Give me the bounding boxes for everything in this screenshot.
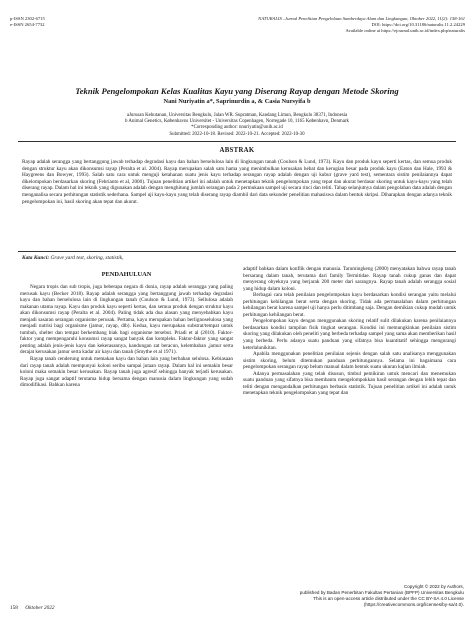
page-number: 158 — [10, 605, 18, 611]
doi-link[interactable]: DOI: https://doi.org/10.31186/naturalis.11.2.24229 — [371, 22, 465, 27]
left-column — [20, 271, 233, 389]
divider-abstract — [18, 251, 456, 252]
copyright-line-3: This is an open-access article distributed under the CC BY-SA 4.0 License — [313, 596, 464, 601]
right-paragraph-3: Pengelompokan kayu dengan menggunakan skoring relatif sulit dilakukan karena penilaiannya berdasarkan kondisi tampilan fisik tingkat serangan. Kondisi ini memungkinkan penilaian sistim skoring yang dilakukan oleh peneliti yang berbeda terhadap sampel yang sama akan memberikan hasil yang berbeda. Perlu adanya suatu panduan yang sifatnya bisa kuantitatif sehingga mengurangi keterlalunikitan. — [243, 318, 456, 351]
journal-header — [155, 16, 465, 34]
corresponding-author: *Corresponding author: nnuriyatin@unib.ac.id — [191, 125, 283, 131]
section-title: PENDAHULUAN — [101, 271, 152, 278]
copyright-line-1: Copyright © 2022 by Authors, — [403, 584, 464, 589]
issn-print: p-ISSN 2302-6715 — [10, 16, 45, 21]
available-online[interactable]: Available online at https://ejournal.unib.ac.id/index.php/naturalis — [345, 28, 465, 33]
article-dates: Submitted: 2022-10-18. Revised: 2022-10-21. Accepted: 2022-10-30 — [169, 131, 305, 137]
copyright-line-2: published by Badan Penerbitan Fakultas Pertanian (BPFP) Universitas Bengkulu — [299, 590, 464, 595]
right-paragraph-1: adaptif bahkan dalam konflik dengan manusia. Tarumingkeng (2000) menyatakan bahwa rayap tanah bersarang dalam tanah, terutama dari family Termitidae. Rayap tanah cukup ganas dan dapat menyerang obyeknya yang berjarak 200 meter dari sarangnya. Rayap tanah adalah serangga sosial yang hidup dalam koloni. — [243, 266, 456, 292]
divider-top — [18, 141, 456, 142]
affiliations — [50, 113, 424, 138]
left-paragraph-2: Rayap tanah cenderung untuk memakan kayu dan bahan lain yang berbahan selulosa. Kebiasaan dari rayap tanah adalah mempunyai koloni seribu sampai jutaan rayap. Dalam hal ini semakin besar koloni maka semakin besar kerusakan. Rayap tanah juga agresif sehingga banyak terjadi kerusakan. Rayap juga sangat adaptif terutama hidup bersama dengan manusia dalam lingkungan yang sudah dimodifikasi. Bahkan karena — [20, 356, 233, 389]
issn-block — [10, 16, 150, 28]
right-paragraph-5: Adanya permasalahan yang telah disusun, timbul pemikiran untuk mencari dan menemukan suatu panduan yang sifatnya bisa membantu mengelompokkan hasil serangan dengan lebih tepat dan teliti dengan mengandalkan perhitungan berbasis statistik. Tujuan penelitian artikel ini adalah untuk menetapkan teknik pengelompokan yang tepat dan — [243, 370, 456, 397]
abstract-heading: ABSTRAK — [219, 147, 255, 154]
issue-month: Oktober 2022 — [25, 605, 55, 611]
keywords-label: Kata Kunci: — [22, 255, 50, 261]
page-footer — [10, 605, 55, 611]
issn-online: e-ISSN 2654-7732 — [10, 22, 45, 27]
right-paragraph-4: Apabila menggunakan penelitian penilaian sejenis dengan salah satu analisanya menggunakan sistim skoring, belum ditemukan panduan perhitungannya. Selama ini bagaimana cara pengelompokan serangan rayap belum manual dalam bentuk suatu ukuran kajian ilmiah. — [243, 351, 456, 371]
affiliation-a: aJurusan Kehutanan, Universitas Bengkulu, Jalan WR. Supratman, Kandang Limun, Bengkulu 38371, Indonesia — [126, 113, 348, 118]
abstract-text: Rayap adalah serangga yang bertanggung jawab terhadap degradasi kayu dan bahan berselulosa lain di lingkungan tanah (Coulson & Lund, 1973). Kayu dan produk kayu seperti kertas, dan semua produk dengan struktur kayu akan dikonsumsi rayap (Peralta et al. 2004). Rayap merupakan salah satu hama yang menimbulkan kerusakan hebat dan kerugian besar pada produk kayu (Eaton dan Hale, 1993 & Haygreens dan Bowyer, 1993). Salah satu cara untuk menguji ketahanan suatu jenis kayu terhadap serangan rayap adalah dengan uji kubur (grave yard test), sementara sistim penilaiannya dapat dikelompokan berdasarkan skoring (Febrianto et al, 2000). Tujuan penelitian artikel ini adalah untuk menetapkan teknik pengelompokan yang tepat dan akurat berdasar skoring untuk kayu-kayu yang telah diserang rayap. Dalam hal ini teknik yang digunakan adalah dengan menghitung jumlah serangan pada 2 permukaan sampel uji secara rinci dan teliti. Tahap selanjutnya dalam pengolahan data adalah dengan menganalisa secara perhitungan statistik sederhana. Sampel uji kayu-kayu yang telah diserang rayap diambil dari data sekunder penelitian mahasiswa dalam bentuk skripsi. Diharapkan dengan adanya teknik pengelompokan ini, hasil skoring akan tepat dan akurat. — [22, 159, 452, 205]
keywords-value: Grave yard test, skoring, statistik, — [50, 255, 124, 261]
article-authors: Nani Nuriyatin a*, Saprinurdin a, & Casia Nursyifa b — [163, 98, 311, 105]
affiliation-b: b Animal Genetics, Københavns Universitet - Universitas Copenhagen, Norregade 10, 1165 København, Denmark — [125, 119, 349, 125]
keywords-line — [22, 255, 452, 261]
right-column — [243, 266, 456, 397]
right-paragraph-2: Berbagai cara telah penilaian pengelompokan kayu berdasarkan kondisi serangan yaitu melalui perhitungan kehilangan berat serta dengan skoring. Tidak ada permasalahan dalam perhitungan kehilangan berat karena sampel uji hanya perlu ditimbang saja. Dengan demikian cukup mudah untuk perhitungan kehilangan berat. — [243, 292, 456, 318]
copyright-block — [264, 584, 464, 608]
journal-line: NATURALIS –Jurnal Penelitian Pengelolaan Sumberdaya Alam dan Lingkungan, Oktober 2022, 11(2): 158-161 — [258, 16, 465, 21]
article-title: Teknik Pengelompokan Kelas Kualitas Kayu yang Diserang Rayap dengan Metode Skoring — [75, 86, 399, 96]
left-paragraph-1: Negara tropis dan sub tropis, juga beberapa negara di dunia, rayap adalah serangga yang paling merusak kayu (Becker 2018). Rayap adalah serangga yang bertanggung jawab terhadap degradasi kayu dan bahan berselulosa lain di lingkungan tanah (Coulson & Lund, 1973). Sellulosa adalah makanan utama rayap. Kayu dan produk kayu seperti kertas, dan semua produk dengan struktur kayu akan dikonsumsi rayap (Peralta et al. 2004). Paling tidak ada dua alasan yang menyebabkan kayu menjadi sasaran serangan organisme perusak. Pertama, kayu merupakan bahan berlignoselulosa yang menjadi nutrisi bagi organisme (jamur, rayap, dlb). Kedua, kayu merupakan substrat/tempat untuk tumbuh, shelter dan tempat berkembang biak bagi organisme tersebut. Priadi et al (2010). Faktor-faktor yang mempengaruhi konsumsi rayap sangat banyak dan kompleks. Faktor-faktor yang sangat penting adalah jenis-jenis kayu dan kekerasannya, kandungan zat beracun, kelembaban ,jamur serta derajat kerusakan jamur serta kadar air kayu dan tanah (Smythe et al 1971). — [20, 284, 233, 356]
license-link[interactable]: (https://creativecommons.org/licenses/by-sa/4.0). — [363, 602, 464, 607]
